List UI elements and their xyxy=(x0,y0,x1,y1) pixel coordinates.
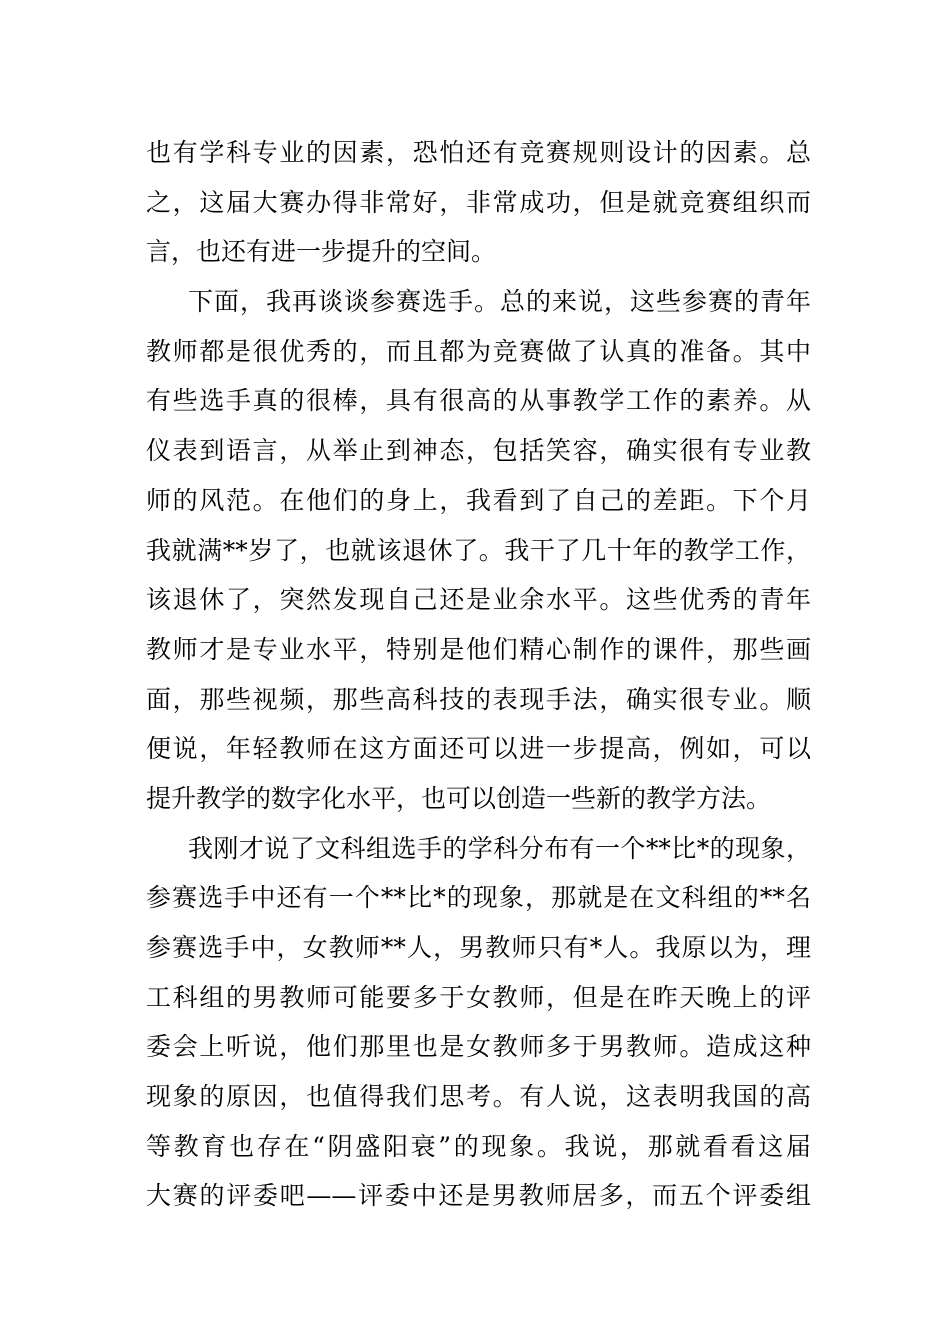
text-line-12: 面，那些视频，那些高科技的表现手法，确实很专业。顺 xyxy=(146,684,811,714)
text-line-11: 教师才是专业水平，特别是他们精心制作的课件，那些画 xyxy=(146,634,811,664)
text-line-19: 委会上听说，他们那里也是女教师多于男教师。造成这种 xyxy=(146,1032,811,1062)
text-line-20: 现象的原因，也值得我们思考。有人说，这表明我国的高 xyxy=(146,1082,811,1112)
text-line-21: 等教育也存在“阴盛阳衰”的现象。我说，那就看看这届 xyxy=(146,1131,811,1161)
text-line-9: 我就满**岁了，也就该退休了。我干了几十年的教学工作， xyxy=(146,535,811,565)
text-line-5: 教师都是很优秀的，而且都为竞赛做了认真的准备。其中 xyxy=(146,336,811,366)
text-line-10: 该退休了，突然发现自己还是业余水平。这些优秀的青年 xyxy=(146,585,811,615)
text-line-4: 下面，我再谈谈参赛选手。总的来说，这些参赛的青年 xyxy=(188,287,811,317)
text-line-16: 参赛选手中还有一个**比*的现象，那就是在文科组的**名 xyxy=(146,883,811,913)
text-line-3: 言，也还有进一步提升的空间。 xyxy=(146,237,497,267)
text-line-2: 之，这届大赛办得非常好，非常成功，但是就竞赛组织而 xyxy=(146,187,811,217)
text-line-14: 提升教学的数字化水平，也可以创造一些新的教学方法。 xyxy=(146,783,772,813)
text-line-8: 师的风范。在他们的身上，我看到了自己的差距。下个月 xyxy=(146,485,811,515)
text-line-1: 也有学科专业的因素，恐怕还有竞赛规则设计的因素。总 xyxy=(146,138,811,167)
text-line-17: 参赛选手中，女教师**人，男教师只有*人。我原以为，理 xyxy=(146,933,811,962)
text-line-6: 有些选手真的很棒，具有很高的从事教学工作的素养。从 xyxy=(146,386,811,416)
text-line-22: 大赛的评委吧——评委中还是男教师居多，而五个评委组 xyxy=(146,1181,811,1211)
text-line-13: 便说，年轻教师在这方面还可以进一步提高，例如，可以 xyxy=(146,734,811,764)
text-line-7: 仪表到语言，从举止到神态，包括笑容，确实很有专业教 xyxy=(146,436,811,466)
text-line-15: 我刚才说了文科组选手的学科分布有一个**比*的现象， xyxy=(188,833,811,863)
text-line-18: 工科组的男教师可能要多于女教师，但是在昨天晚上的评 xyxy=(146,982,811,1012)
body-text xyxy=(146,128,811,1221)
